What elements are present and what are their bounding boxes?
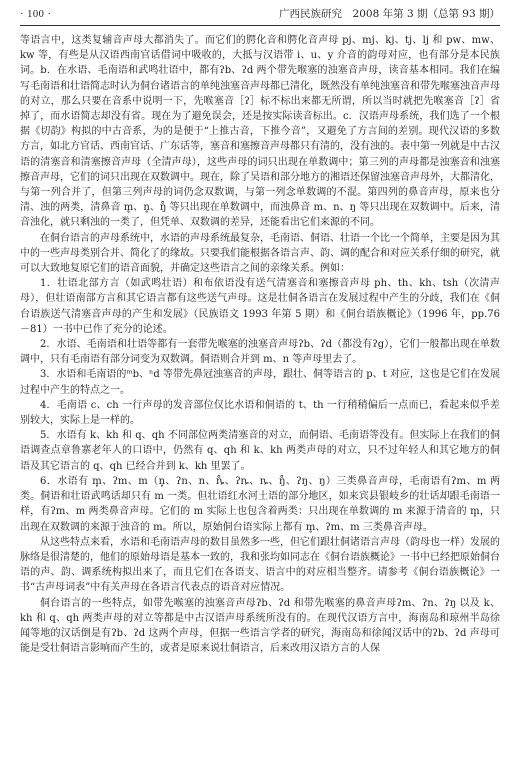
- paragraph: 在侗台语言的声母系统中，水语的声母系统最复杂，毛南语、侗语、壮语一个比一个简单，主要是因为其中的一些声母类别合并、简化了的缘故。只要我们能根据各语言声、韵、调的配合和对应关系仔细的研究，就可以大致地复原它们的语音面貌，并确定这些语言之间的亲缘关系。例如：: [20, 232, 500, 275]
- page-number: · 100 ·: [20, 9, 52, 20]
- paragraph: 5．水语有 k、kh 和 q、qh 不同部位两类清塞音的对立，而侗语、毛南语等没有。但实际上在我们的侗语调查点章鲁寨老年人的口语中，仍然有 q、qh 和 k、kh 两类声母的对立，只不过年轻人和其它地方的侗语及其它语言的 q、qh 已经合并到 k、kh 里罢了。: [20, 430, 500, 472]
- paragraph: 2．水语、毛南语和壮语等都有一套带先喉塞的浊塞音声母ʔb、ʔd（都没有ʔg），它们一般都出现在单数调中，只有毛南语有部分词变为双数调。侗语则合并到 m、n 等声母里去了。: [20, 339, 500, 366]
- paragraph: 4．毛南语 c、ch 一行声母的发音部位仅比水语和侗语的 t、th 一行稍稍偏后一点而已，看起来似乎差别较大，实际上是一样的。: [20, 399, 500, 427]
- paragraph: 等语言中，这类复辅音声母大都消失了。而它们的腭化音和腭化音声母 pj、mj、kj、tj、lj 和 pw、mw、kw 等，有些是从汉语西南官话借词中吸收的，大抵与汉语带 i、u、y 介音的韵母对应，也有部分是本民族词。b．在水语、毛南语和武鸣壮语中，都有ʔb、ʔd 两个带先喉塞的浊塞音声母，读音基本相同。我们在编写毛南语和壮语简志时认为侗台诸语言的单纯浊塞音声母都已清化，既然没有单纯浊塞音和带先喉塞浊音声母的对立，那么只要在音系中说明一下，先喉塞音［ʔ］标不标出来都无所谓，所以当时就把先喉塞音［ʔ］省掉了，而水语简志却没有省。现在为了避免误会，还是按实际读音标出。c．汉语声母系统，我们选了一个根据《切韵》构拟的中古音系，为的是便于“上推古音，下推今音”，又避免了方言间的差别。现代汉语的多数方言，如北方官话、西南官话、广东话等，塞音和塞擦音声母都只有清的，没有浊的。表中第一列就是中古汉语的清塞音和清塞擦音声母（全清声母），这些声母的词只出现在单数调中；第三列的声母都是浊塞音和浊塞擦音声母，它们的词只出现在双数调中。现在，除了吴语和部分地方的湘语还保留浊塞音声母外，大都清化，与第一列合并了，但第三列声母的词仍念双数调，与第一列念单数调的不混。第四列的鼻音声母，原来也分清、浊的两类，清鼻音 m̥、n̥、ŋ̊ 等只出现在单数调中，而浊鼻音 m、n、ŋ 等只出现在双数调中。后来，清音浊化，就只剩浊的一类了，但凭单、双数调的差异，还能看出它们来源的不同。: [20, 35, 500, 229]
- paragraph: 3．水语和毛南语的ᵐb、ⁿd 等带先鼻冠浊塞音的声母，跟壮、侗等语言的 p、t 对应，这也是它们在发展过程中产生的特点之一。: [20, 369, 500, 396]
- header-rule: [20, 25, 500, 26]
- paragraph: 侗台语言的一些特点，如带先喉塞的浊塞音声母ʔb、ʔd 和带先喉塞的鼻音声母ʔm、ʔn、ʔŋ 以及 k、kh 和 q、qh 两类声母的对立等都是中古汉语声母系统所没有的。在现代汉语方言中，海南岛和琼州半岛徐闻等地的汉话倒是有ʔb、ʔd 这两个声母，但据一些语言学者的研究，海南岛和徐闻汉话中的ʔb、ʔd 声母可能是受壮侗语言影响而产生的，或者是原来说壮侗语言，后来改用汉语方言的人保: [20, 597, 500, 655]
- journal-title: 广西民族研究 2008 年第 3 期（总第 93 期）: [279, 8, 500, 20]
- running-header: [20, 6, 500, 24]
- paragraph: 1．壮语北部方言（如武鸣壮语）和布依语没有送气清塞音和塞擦音声母 ph、th、kh、tsh（次清声母），但壮语南部方言和其它语言都有这些送气声母。这是壮侗各语言在发展过程中产生的分歧，我们在《侗台语族送气清塞音声母的产生和发展》（民族语文 1993 年第 5 期）和《侗台语族概论》（1996 年，pp.76－81）一书中已作了充分的论述。: [20, 278, 500, 335]
- article-body: [20, 33, 500, 656]
- paragraph: 从这些特点来看，水语和毛南语声母的数目虽然多一些，但它们跟壮侗诸语言声母（韵母也一样）发展的脉络是很清楚的，他们的原始母语是基本一致的，我和张均如同志在《侗台语族概论》一书中已经把原始侗台语的声、韵、调系统构拟出来了，而且它们在各语支、语言中的对应相当整齐。请参考《侗台语族概论》一书“古声母词表”中有关声母在各语言代表点的语音对应情况。: [20, 536, 500, 594]
- paragraph: 6．水语有 m̥、ʔm、m（n̥、ʔn、n、ȵ̊、ʔȵ、ȵ、ŋ̊、ʔŋ、ŋ）三类鼻音声母，毛南语有ʔm、m 两类。侗语和壮语武鸣话却只有 m 一类。但壮语红水河土语的部分地区，如来宾县银岐乡的壮话却跟毛南语一样，有ʔm、m 两类鼻音声母。它们的 m 实际上也包含着两类：只出现在单数调的 m 来源于清音的 m̥，只出现在双数调的来源于浊音的 m。所以，原始侗台语实际上都有 m̥、ʔm、m 三类鼻音声母。: [20, 475, 500, 533]
